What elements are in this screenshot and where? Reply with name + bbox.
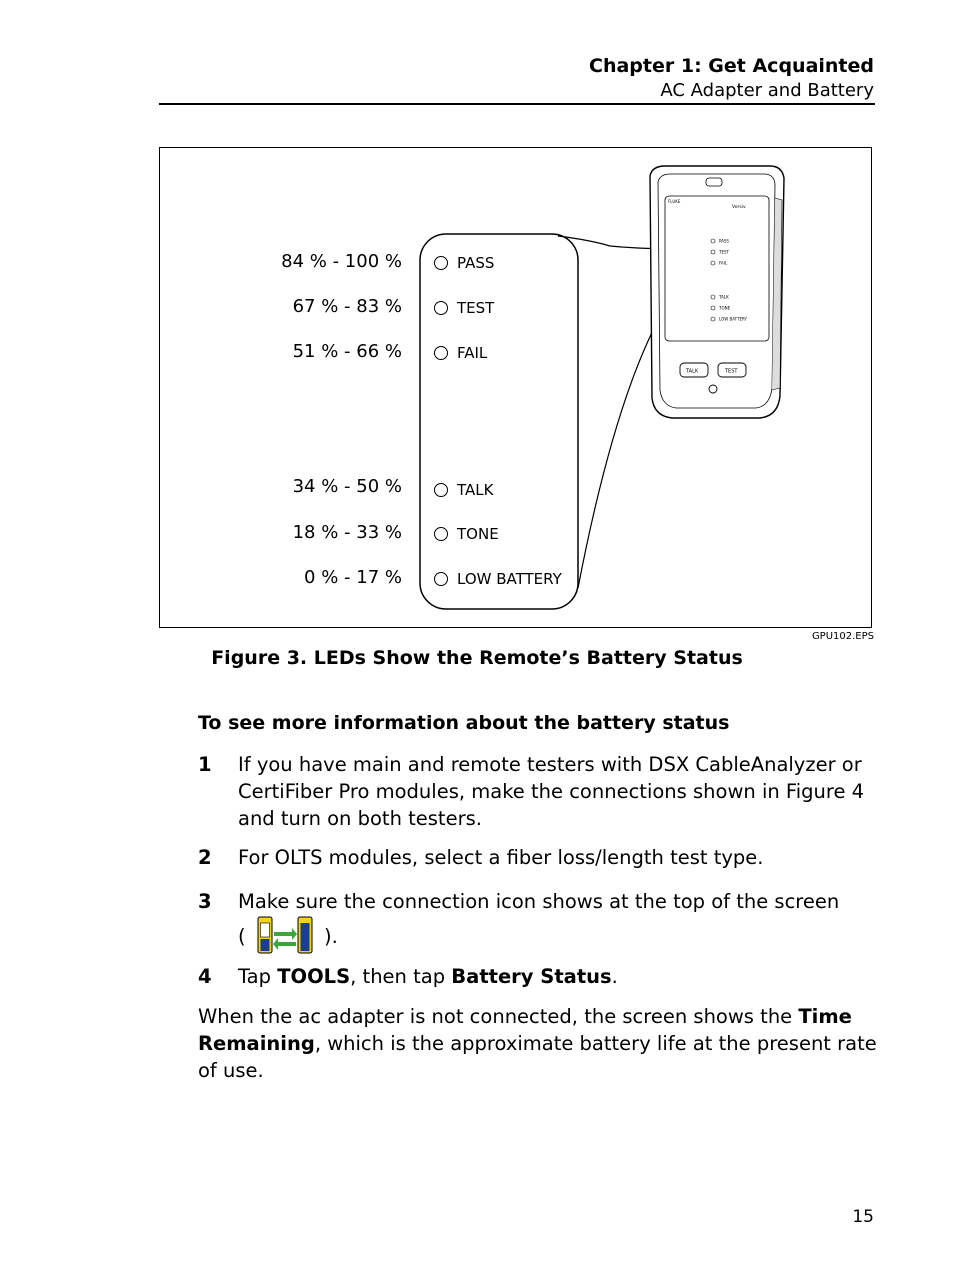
chapter-title: Chapter 1: Get Acquainted: [589, 55, 874, 77]
step-number: 2: [198, 846, 212, 869]
svg-text:Versiv: Versiv: [732, 205, 746, 210]
section-title: AC Adapter and Battery: [660, 80, 874, 101]
time-remaining-term: Time Remaining: [198, 1005, 852, 1055]
figure-caption: Figure 3. LEDs Show the Remote’s Battery Status: [211, 647, 743, 669]
led-circle-icon: [434, 483, 448, 497]
led-circle-icon: [434, 301, 448, 315]
page-number: 15: [852, 1207, 874, 1227]
led-label: FAIL: [457, 344, 488, 362]
led-talk: [434, 480, 493, 500]
paragraph-text: When the ac adapter is not connected, the screen shows the: [198, 1005, 799, 1028]
led-circle-icon: [434, 527, 448, 541]
led-circle-icon: [434, 572, 448, 586]
led-label: TALK: [457, 481, 494, 499]
step-text: Make sure the connection icon shows at the top of the screen: [238, 890, 840, 913]
device-led-label: LOW BATTERY: [719, 316, 747, 322]
connection-icon: [254, 915, 316, 955]
figure-battery-leds: [159, 147, 872, 628]
led-pass: [434, 253, 494, 273]
led-label: PASS: [457, 254, 495, 272]
step-number: 1: [198, 753, 212, 776]
step-number: 3: [198, 890, 212, 913]
running-header: [589, 54, 874, 104]
tools-term: TOOLS: [277, 965, 351, 988]
device-test-label: TEST: [725, 368, 738, 375]
led-label: TEST: [457, 299, 495, 317]
step-number: 4: [198, 965, 212, 988]
range-label: 51 % - 66 %: [292, 341, 402, 362]
led-label: TONE: [457, 525, 499, 543]
led-label: LOW BATTERY: [457, 570, 562, 588]
range-label: 0 % - 17 %: [304, 567, 402, 588]
led-circle-icon: [434, 346, 448, 360]
figure-code: GPU102.EPS: [811, 631, 874, 642]
figure-illustration: [160, 148, 873, 629]
led-tone: [434, 524, 499, 544]
step-text: , then tap: [350, 965, 452, 988]
header-rule: [159, 103, 875, 105]
device-led-label: TEST: [719, 249, 729, 255]
device-led-label: PASS: [719, 238, 729, 244]
device-talk-label: TALK: [686, 368, 699, 375]
device-led-label: TALK: [719, 294, 729, 300]
led-low-battery: [434, 569, 562, 589]
step-text: If you have main and remote testers with DSX CableAnalyzer or CertiFiber Pro modules, make the connections shown in Figure 4 and turn on both testers.: [238, 753, 865, 830]
device-top-connector: [706, 178, 722, 186]
range-label: 18 % - 33 %: [292, 522, 402, 543]
paragraph-text: , which is the approximate battery life at the present rate of use.: [198, 1032, 877, 1082]
battery-status-term: Battery Status: [451, 965, 612, 988]
led-panel-outline: [420, 234, 578, 609]
range-label: 84 % - 100 %: [281, 251, 402, 272]
range-label: 67 % - 83 %: [292, 296, 402, 317]
svg-text:FLUKE: FLUKE: [668, 199, 681, 204]
led-fail: [434, 343, 487, 363]
range-label: 34 % - 50 %: [292, 476, 402, 497]
led-test: [434, 298, 494, 318]
paren-close: ).: [324, 925, 338, 948]
step-text: For OLTS modules, select a fiber loss/length test type.: [238, 846, 764, 869]
led-circle-icon: [434, 256, 448, 270]
device-led-label: TONE: [719, 305, 731, 311]
device-led-label: FAIL: [719, 260, 728, 266]
closing-paragraph: [198, 1003, 878, 1084]
procedure-title: To see more information about the battery status: [198, 712, 730, 734]
step-text: .: [611, 965, 618, 988]
paren-open: (: [238, 925, 246, 948]
step-text: Tap: [238, 965, 278, 988]
